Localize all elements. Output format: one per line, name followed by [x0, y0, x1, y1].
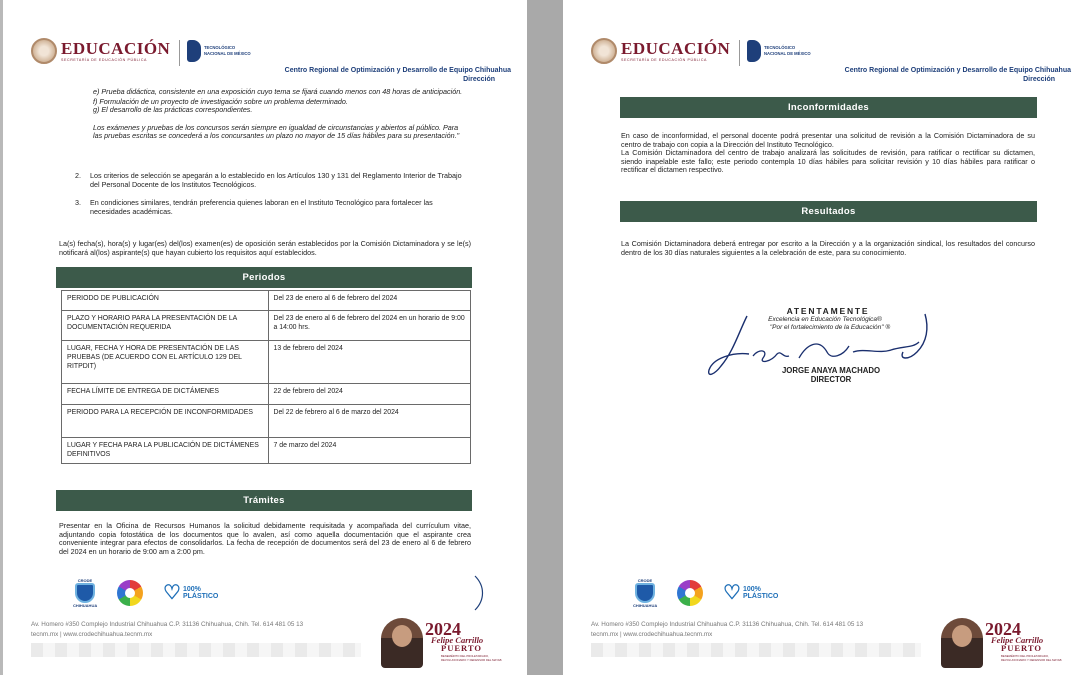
- crode-shield-icon: [75, 583, 95, 603]
- plastico-label: PLÁSTICO: [742, 593, 779, 600]
- portrait-icon: [381, 618, 423, 668]
- tecnm-line2: NACIONAL DE MÉXICO: [204, 51, 251, 56]
- resultados-paragraph: La Comisión Dictaminadora deberá entregar por escrito a la Dirección y a la organización sindical, los resultados del concurso dentro de los 30 días naturales siguientes a la celebración de este, para su conocimiento.: [621, 239, 1035, 257]
- footer-web: tecnm.mx | www.crodechihuahua.tecnm.mx: [31, 631, 153, 638]
- signer-name: JORGE ANAYA MACHADO: [781, 366, 881, 375]
- row-value: 22 de febrero del 2024: [268, 384, 471, 405]
- tecnm-line1: TECNOLÓGICO: [204, 45, 236, 50]
- edu-subtitle: SECRETARÍA DE EDUCACIÓN PÚBLICA: [61, 57, 148, 62]
- atentamente: ATENTAMENTE: [786, 306, 870, 316]
- table-row: [62, 384, 471, 405]
- badge-caption: BENEMÉRITO DEL PROLETARIADO, REVOLUCIONARIO Y DEFENSOR DEL MAYAB: [441, 654, 502, 662]
- sep-logo: [591, 38, 730, 64]
- footer-stripe: [31, 643, 361, 657]
- list-number: 3.: [75, 198, 81, 208]
- edu-title: EDUCACIÓN: [621, 38, 731, 58]
- row-value: Del 22 de febrero al 6 de marzo del 2024: [268, 405, 471, 438]
- year-badge: [381, 618, 521, 670]
- row-value: Del 23 de enero al 6 de febrero del 2024 en un horario de 9:00 a 14:00 hrs.: [268, 311, 471, 341]
- exams-quote: Los exámenes y pruebas de los concursos serán siempre en igualdad de circunstancias y abiertos al público. Para las pruebas escritas se concederá a los concursantes un plazo no mayor de 15 días hábiles para su presentación.": [93, 122, 460, 141]
- page-arc-decoration: [473, 574, 487, 612]
- tecnm-logo: [747, 40, 811, 62]
- inconformidades-paragraph-2: La Comisión Dictaminadora del centro de trabajo analizará las solicitudes de revisión, para ratificar o rectificar su dictamen, siendo inapelable este fallo; este periodo contempla 10 días hábiles para solicitar revisión y 10 días hábiles para ratificar o rectificar el dictamen respectivo.: [621, 148, 1035, 175]
- signer-block: [563, 366, 1080, 384]
- centro-direccion: Dirección: [1023, 76, 1055, 83]
- plastico-pct: 100%: [742, 586, 761, 593]
- sep-logo: [31, 38, 170, 64]
- crode-shield-icon: [635, 583, 655, 603]
- lema-1: Excelencia en Educación Tecnológica®: [768, 316, 882, 323]
- badge-year: 2024: [425, 619, 461, 639]
- letterhead: [31, 38, 511, 88]
- fechas-paragraph: La(s) fecha(s), hora(s) y lugar(es) del(los) examen(es) de oposición serán establecidos por la Comisión Dictaminadora y se le(s) notificará al(los) aspirante(s) que hayan cubierto los requisitos aquí establecidos.: [59, 239, 471, 257]
- crode-label: CRODE: [637, 578, 653, 583]
- tramites-paragraph: Presentar en la Oficina de Recursos Humanos la solicitud debidamente requisitada y acompañada del currículum vitae, adjuntando copia fotostática de los documentos que lo avalen, así como aquella documentación que el aspirante crea conveniente integrar para efectos de consolidarlos. La fecha de recepción de documentos será del 23 de enero al 6 de febrero del 2024 en un horario de 9:00 am a 2:00 pm.: [59, 521, 471, 556]
- plastico-logo: [163, 581, 219, 604]
- row-label: FECHA LÍMITE DE ENTREGA DE DICTÁMENES: [62, 384, 269, 405]
- footer-address-block: [591, 620, 863, 640]
- tecnm-mark-icon: [187, 40, 201, 62]
- inconformidades-paragraph-1: En caso de inconformidad, el personal docente podrá presentar una solicitud de revisión a la Comisión Dictaminadora de su centro de trabajo con copia a la Dirección del Instituto Tecnológico.: [621, 131, 1035, 149]
- inconformidades-heading: Inconformidades: [620, 97, 1037, 118]
- eagle-seal-icon: [31, 38, 57, 64]
- eagle-seal-icon: [591, 38, 617, 64]
- table-row: [62, 405, 471, 438]
- list-item: [75, 199, 467, 216]
- list-item: [75, 172, 467, 189]
- tecnm-line1: TECNOLÓGICO: [764, 45, 796, 50]
- badge-name2: PUERTO: [1001, 643, 1042, 653]
- periodos-heading: Periodos: [56, 267, 472, 288]
- plastico-logo: [723, 581, 779, 604]
- row-value: 7 de marzo del 2024: [268, 438, 471, 464]
- signer-title: DIRECTOR: [810, 375, 852, 384]
- plastico-label: PLÁSTICO: [182, 593, 219, 600]
- row-value: Del 23 de enero al 6 de febrero del 2024: [268, 291, 471, 311]
- centro-heading: [845, 66, 1071, 84]
- heart-icon: ♡: [723, 581, 741, 604]
- badge-name2: PUERTO: [441, 643, 482, 653]
- item-e: e) Prueba didáctica, consistente en una exposición cuyo tema se fijará cuando menos con 48 horas de anticipación.: [93, 87, 463, 96]
- crode-logo: [633, 578, 657, 608]
- document-page-left: [3, 0, 527, 675]
- page-gap: [527, 0, 563, 675]
- list-text: En condiciones similares, tendrán preferencia quienes laboran en el Instituto Tecnológico para fortalecer las necesidades académicas.: [90, 198, 433, 216]
- badge-year: 2024: [985, 619, 1021, 639]
- footer-logos: [73, 578, 218, 608]
- footer-logos: [633, 578, 778, 608]
- table-row: [62, 341, 471, 384]
- badge-name1: Felipe Carrillo: [991, 635, 1044, 645]
- crode-city: CHIHUAHUA: [633, 603, 658, 608]
- portrait-icon: [941, 618, 983, 668]
- numbered-list: [75, 172, 467, 216]
- logo-divider: [179, 40, 180, 66]
- tramites-heading: Trámites: [56, 490, 472, 511]
- centro-direccion: Dirección: [463, 76, 495, 83]
- table-row: [62, 438, 471, 464]
- crode-logo: [73, 578, 97, 608]
- periodos-table: [61, 290, 471, 464]
- item-g: g) El desarrollo de las prácticas correspondientes.: [93, 105, 253, 115]
- edu-title: EDUCACIÓN: [61, 38, 171, 58]
- inconformidades-body: [621, 132, 1035, 175]
- badge-caption: BENEMÉRITO DEL PROLETARIADO, REVOLUCIONARIO Y DEFENSOR DEL MAYAB: [1001, 654, 1062, 662]
- year-badge: [941, 618, 1080, 670]
- row-value: 13 de febrero del 2024: [268, 341, 471, 384]
- list-number: 2.: [75, 171, 81, 180]
- badge-name1: Felipe Carrillo: [431, 635, 484, 645]
- document-page-right: [563, 0, 1080, 675]
- footer-stripe: [591, 643, 921, 657]
- row-label: LUGAR, FECHA Y HORA DE PRESENTACIÓN DE LAS PRUEBAS (DE ACUERDO CON EL ARTÍCULO 129 DEL RITPDIT): [62, 341, 269, 384]
- inclusion-wheel-icon: [117, 580, 143, 606]
- footer-address-block: [31, 620, 303, 640]
- tecnm-logo: [187, 40, 251, 62]
- crode-city: CHIHUAHUA: [73, 603, 98, 608]
- centro-heading: [285, 66, 511, 84]
- table-row: [62, 311, 471, 341]
- lema-2: "Por el fortalecimiento de la Educación" ®: [769, 324, 891, 331]
- plastico-pct: 100%: [182, 586, 201, 593]
- logo-divider: [739, 40, 740, 66]
- heart-icon: ♡: [163, 581, 181, 604]
- letterhead: [591, 38, 1071, 88]
- table-row: [62, 291, 471, 311]
- row-label: PERIODO DE PUBLICACIÓN: [62, 291, 269, 311]
- tecnm-line2: NACIONAL DE MÉXICO: [764, 51, 811, 56]
- list-text: Los criterios de selección se apegarán a lo establecido en los Artículos 130 y 131 del Reglamento Interior de Trabajo del Personal Docente de los Institutos Tecnológicos.: [90, 171, 462, 189]
- footer-web: tecnm.mx | www.crodechihuahua.tecnm.mx: [591, 631, 713, 638]
- footer-address: Av. Homero #350 Complejo Industrial Chihuahua C.P. 31136 Chihuahua, Chih. Tel. 614 481 05 13: [31, 621, 304, 628]
- centro-name: Centro Regional de Optimización y Desarrollo de Equipo Chihuahua: [844, 67, 1071, 74]
- centro-name: Centro Regional de Optimización y Desarrollo de Equipo Chihuahua: [284, 67, 511, 74]
- resultados-heading: Resultados: [620, 201, 1037, 222]
- item-f: f) Formulación de un proyecto de investigación sobre un problema determinado.: [93, 96, 348, 106]
- edu-subtitle: SECRETARÍA DE EDUCACIÓN PÚBLICA: [621, 57, 708, 62]
- row-label: LUGAR Y FECHA PARA LA PUBLICACIÓN DE DICTÁMENES DEFINITIVOS: [62, 438, 269, 464]
- evaluation-items: [93, 88, 465, 141]
- footer-address: Av. Homero #350 Complejo Industrial Chihuahua C.P. 31136 Chihuahua, Chih. Tel. 614 481 05 13: [591, 621, 864, 628]
- tecnm-mark-icon: [747, 40, 761, 62]
- crode-label: CRODE: [77, 578, 93, 583]
- inclusion-wheel-icon: [677, 580, 703, 606]
- row-label: PERIODO PARA LA RECEPCIÓN DE INCONFORMIDADES: [62, 405, 269, 438]
- row-label: PLAZO Y HORARIO PARA LA PRESENTACIÓN DE LA DOCUMENTACIÓN REQUERIDA: [62, 311, 269, 341]
